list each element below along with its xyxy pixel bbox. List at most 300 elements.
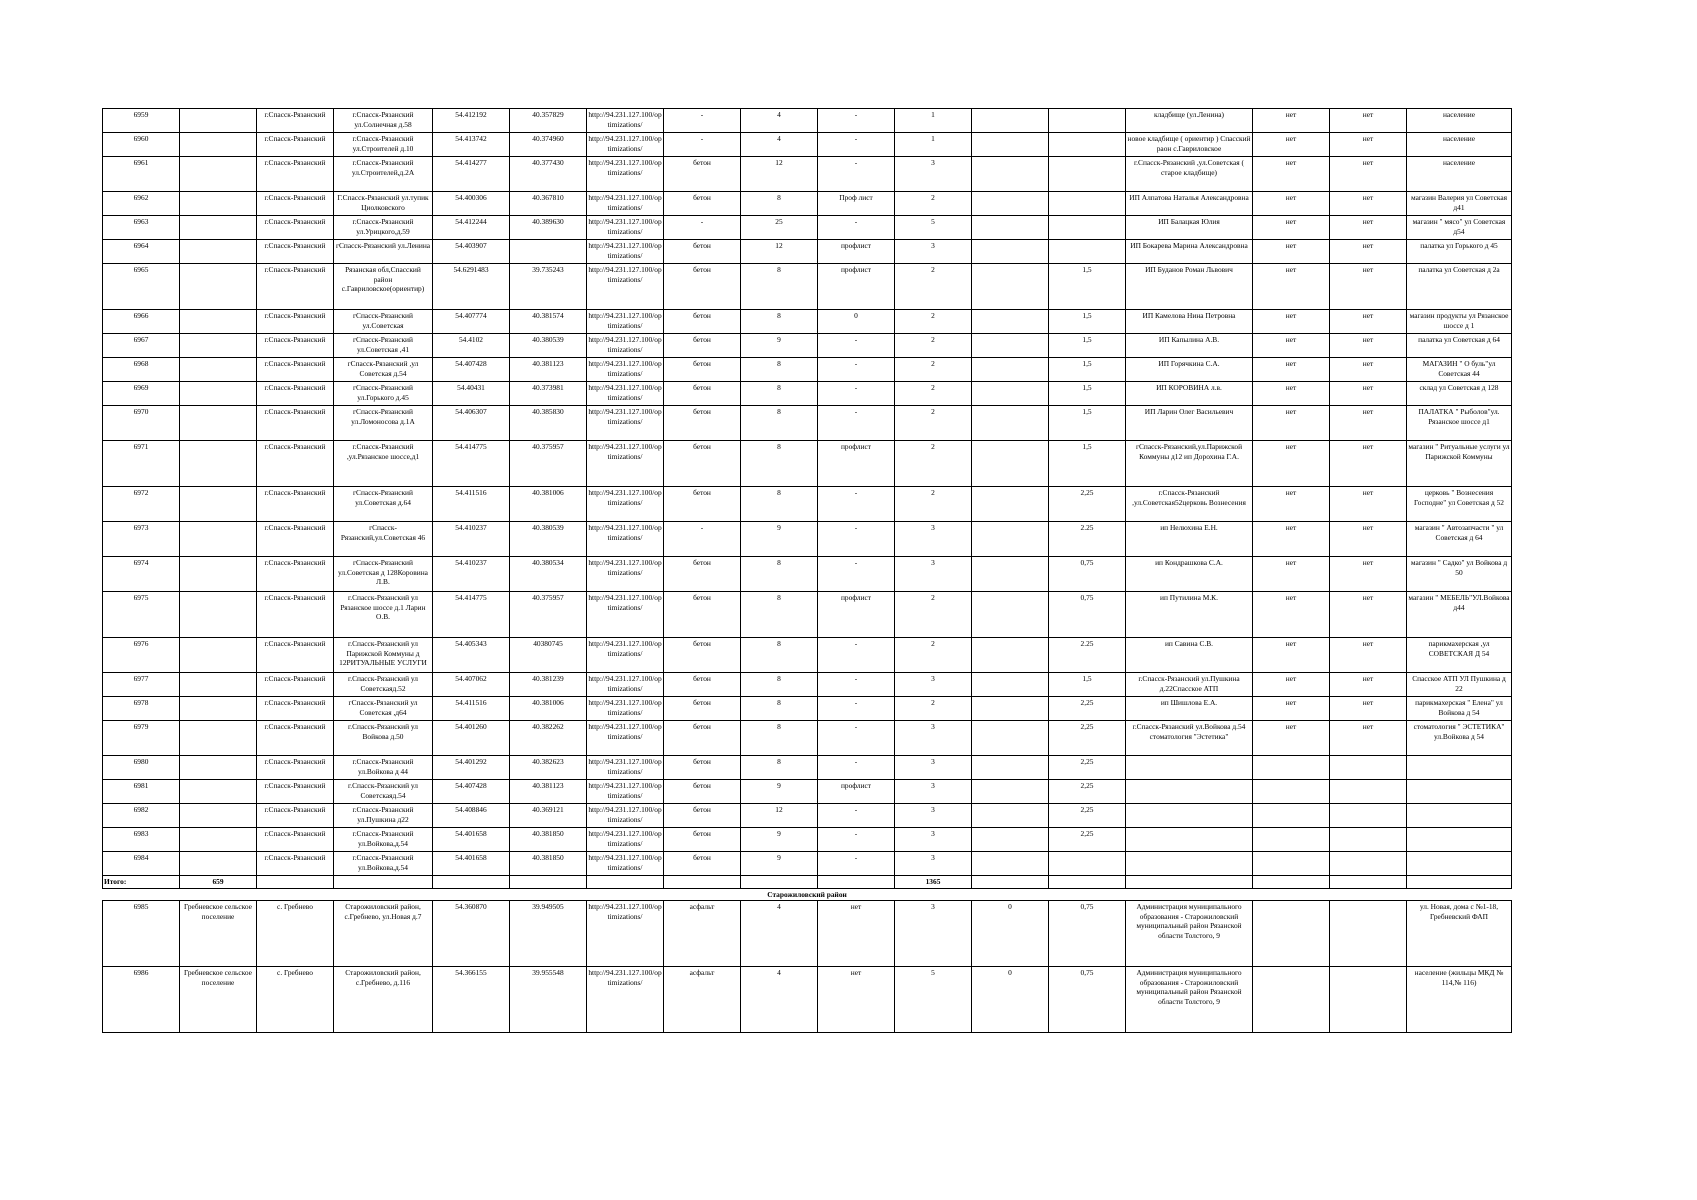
cell-c4: г.Спасск-Рязанский ул.Войкова,д.54	[334, 852, 433, 876]
cell-c15: нет	[1253, 721, 1330, 756]
cell-c3: г.Спасск-Рязанский	[257, 721, 334, 756]
cell-c7: http://94.231.127.100/optimizations/	[587, 592, 664, 638]
total-label: Итого:	[103, 876, 180, 889]
cell-c14: ИП Горячкина С.А.	[1126, 358, 1253, 382]
cell-c3: г.Спасск-Рязанский	[257, 673, 334, 697]
cell-c3: г.Спасск-Рязанский	[257, 240, 334, 264]
registry-table	[102, 108, 1512, 1033]
cell-c13	[1049, 240, 1126, 264]
cell-c14: г.Спасск-Рязанский ,ул.Советская ( старое кладбище)	[1126, 157, 1253, 192]
cell-c7: http://94.231.127.100/optimizations/	[587, 804, 664, 828]
cell-c11: 2	[895, 487, 972, 522]
cell-c1: 6982	[103, 804, 180, 828]
cell-c2	[180, 697, 257, 721]
cell-c8: бетон	[664, 780, 741, 804]
table-row	[103, 382, 1512, 406]
cell-c13: 0,75	[1049, 901, 1126, 967]
cell-c15: нет	[1253, 522, 1330, 557]
table-row	[103, 487, 1512, 522]
cell-c11: 3	[895, 828, 972, 852]
cell-c9: 4	[741, 967, 818, 1033]
cell-c1: 6974	[103, 557, 180, 592]
cell-c13: 1,5	[1049, 382, 1126, 406]
cell-c15	[1253, 901, 1330, 967]
cell-c8: бетон	[664, 557, 741, 592]
cell-c17: магазин " мясо" ул Советская д54	[1407, 216, 1512, 240]
total-empty-cell	[818, 876, 895, 889]
cell-c6: 40.381123	[510, 358, 587, 382]
cell-c3: г.Спасск-Рязанский	[257, 406, 334, 441]
cell-c11: 3	[895, 522, 972, 557]
total-empty-cell	[972, 876, 1049, 889]
cell-c1: 6972	[103, 487, 180, 522]
cell-c5: 54.407428	[433, 780, 510, 804]
cell-c13: 2.25	[1049, 638, 1126, 673]
cell-c3: г.Спасск-Рязанский	[257, 192, 334, 216]
cell-c11: 3	[895, 557, 972, 592]
cell-c8: бетон	[664, 828, 741, 852]
cell-c10: Проф лист	[818, 192, 895, 216]
cell-c9: 12	[741, 804, 818, 828]
cell-c12	[972, 852, 1049, 876]
total-empty-cell	[1330, 876, 1407, 889]
cell-c10: -	[818, 804, 895, 828]
cell-c4: гСпасск-Рязанский ул.Советская д.64	[334, 487, 433, 522]
total-empty-cell	[1253, 876, 1330, 889]
cell-c16: нет	[1330, 334, 1407, 358]
cell-c9: 4	[741, 901, 818, 967]
cell-c10: -	[818, 109, 895, 133]
cell-c7: http://94.231.127.100/optimizations/	[587, 638, 664, 673]
cell-c4: Г.Спасск-Рязанский ул.тупик Циолковского	[334, 192, 433, 216]
cell-c9: 8	[741, 673, 818, 697]
cell-c2	[180, 592, 257, 638]
cell-c6: 40.382262	[510, 721, 587, 756]
cell-c15	[1253, 852, 1330, 876]
cell-c8: бетон	[664, 638, 741, 673]
cell-c2	[180, 133, 257, 157]
cell-c8: -	[664, 109, 741, 133]
cell-c7: http://94.231.127.100/optimizations/	[587, 967, 664, 1033]
cell-c6: 40.369121	[510, 804, 587, 828]
cell-c7: http://94.231.127.100/optimizations/	[587, 264, 664, 310]
cell-c9: 9	[741, 522, 818, 557]
cell-c1: 6959	[103, 109, 180, 133]
cell-c2	[180, 487, 257, 522]
cell-c7: http://94.231.127.100/optimizations/	[587, 721, 664, 756]
cell-c11: 3	[895, 780, 972, 804]
cell-c7: http://94.231.127.100/optimizations/	[587, 697, 664, 721]
cell-c16	[1330, 804, 1407, 828]
table-row	[103, 852, 1512, 876]
cell-c14: кладбище (ул.Ленина)	[1126, 109, 1253, 133]
table-row	[103, 697, 1512, 721]
cell-c10: -	[818, 216, 895, 240]
cell-c16: нет	[1330, 638, 1407, 673]
cell-c10: -	[818, 852, 895, 876]
cell-c9: 8	[741, 310, 818, 334]
cell-c2	[180, 192, 257, 216]
cell-c7: http://94.231.127.100/optimizations/	[587, 157, 664, 192]
cell-c14: ИП Бокарева Марина Александровна	[1126, 240, 1253, 264]
cell-c16	[1330, 852, 1407, 876]
cell-c5: 54.414775	[433, 592, 510, 638]
cell-c16	[1330, 780, 1407, 804]
cell-c9: 8	[741, 592, 818, 638]
cell-c4: гСпасск-Рязанский ,ул Советская д.54	[334, 358, 433, 382]
cell-c15	[1253, 780, 1330, 804]
cell-c12	[972, 157, 1049, 192]
cell-c1: 6975	[103, 592, 180, 638]
cell-c1: 6971	[103, 441, 180, 487]
cell-c14	[1126, 756, 1253, 780]
cell-c14: ИП Алпатова Наталья Александровна	[1126, 192, 1253, 216]
cell-c4: г.Спасск-Рязанский ул.Солнечная д.58	[334, 109, 433, 133]
cell-c8: -	[664, 216, 741, 240]
cell-c10: -	[818, 756, 895, 780]
cell-c3: г.Спасск-Рязанский	[257, 334, 334, 358]
cell-c17: магазин " Садко" ул Войкова д 50	[1407, 557, 1512, 592]
cell-c11: 5	[895, 216, 972, 240]
cell-c2	[180, 334, 257, 358]
cell-c4: гСпасск-Рязанский ул.Ломоносова д.1А	[334, 406, 433, 441]
cell-c2: Гребневское сельское поселение	[180, 967, 257, 1033]
cell-c17: палатка ул Советская д 2а	[1407, 264, 1512, 310]
cell-c15: нет	[1253, 487, 1330, 522]
cell-c8: асфальт	[664, 967, 741, 1033]
cell-c14	[1126, 780, 1253, 804]
cell-c3: г.Спасск-Рязанский	[257, 441, 334, 487]
cell-c15: нет	[1253, 192, 1330, 216]
total-empty-cell	[1126, 876, 1253, 889]
cell-c10: -	[818, 673, 895, 697]
cell-c11: 3	[895, 804, 972, 828]
cell-c5: 54.401260	[433, 721, 510, 756]
cell-c11: 3	[895, 673, 972, 697]
cell-c11: 2	[895, 310, 972, 334]
cell-c15: нет	[1253, 109, 1330, 133]
cell-c8: бетон	[664, 382, 741, 406]
cell-c17: магазин Валерия ул Советская д41	[1407, 192, 1512, 216]
table-row	[103, 592, 1512, 638]
cell-c12	[972, 522, 1049, 557]
cell-c11: 2	[895, 697, 972, 721]
cell-c9: 8	[741, 406, 818, 441]
cell-c11: 2	[895, 192, 972, 216]
cell-c4: г.Спасск-Рязанский ул.Строителей,д.2А	[334, 157, 433, 192]
cell-c1: 6970	[103, 406, 180, 441]
cell-c11: 3	[895, 240, 972, 264]
cell-c2	[180, 216, 257, 240]
cell-c15: нет	[1253, 557, 1330, 592]
table-row	[103, 967, 1512, 1033]
cell-c9: 8	[741, 441, 818, 487]
cell-c16: нет	[1330, 522, 1407, 557]
cell-c6: 39.735243	[510, 264, 587, 310]
cell-c17	[1407, 756, 1512, 780]
cell-c4: Рязанская обл,Спасский район с.Гавриловское(ориентир)	[334, 264, 433, 310]
cell-c3: г.Спасск-Рязанский	[257, 697, 334, 721]
cell-c14: новое кладбище ( ориентир ) Спасский раон с.Гавриловское	[1126, 133, 1253, 157]
cell-c10: 0	[818, 310, 895, 334]
cell-c3: г.Спасск-Рязанский	[257, 109, 334, 133]
table-row	[103, 673, 1512, 697]
cell-c8: бетон	[664, 697, 741, 721]
cell-c15: нет	[1253, 697, 1330, 721]
cell-c17: население	[1407, 109, 1512, 133]
cell-c2	[180, 780, 257, 804]
cell-c2	[180, 756, 257, 780]
cell-c11: 1	[895, 133, 972, 157]
cell-c2	[180, 557, 257, 592]
cell-c5: 54.401658	[433, 852, 510, 876]
table-row	[103, 721, 1512, 756]
cell-c5: 54.410237	[433, 557, 510, 592]
cell-c6	[510, 240, 587, 264]
total-count: 659	[180, 876, 257, 889]
table-row	[103, 780, 1512, 804]
cell-c10: профлист	[818, 264, 895, 310]
cell-c8: бетон	[664, 264, 741, 310]
cell-c12	[972, 334, 1049, 358]
cell-c12	[972, 828, 1049, 852]
cell-c3: г.Спасск-Рязанский	[257, 487, 334, 522]
cell-c17: стоматология " ЭСТЕТИКА" ул.Войкова д 54	[1407, 721, 1512, 756]
cell-c7: http://94.231.127.100/optimizations/	[587, 192, 664, 216]
cell-c8: бетон	[664, 358, 741, 382]
cell-c16: нет	[1330, 557, 1407, 592]
cell-c8: бетон	[664, 441, 741, 487]
cell-c2	[180, 264, 257, 310]
cell-c8: бетон	[664, 592, 741, 638]
cell-c13: 1,5	[1049, 358, 1126, 382]
cell-c13: 2,25	[1049, 721, 1126, 756]
cell-c12: 0	[972, 967, 1049, 1033]
cell-c17: склад ул Советская д 128	[1407, 382, 1512, 406]
cell-c1: 6967	[103, 334, 180, 358]
cell-c10: -	[818, 133, 895, 157]
cell-c9: 9	[741, 852, 818, 876]
cell-c17: парикмахерская " Елена" ул Войкова д 54	[1407, 697, 1512, 721]
cell-c15: нет	[1253, 638, 1330, 673]
cell-c6: 40.380534	[510, 557, 587, 592]
cell-c15: нет	[1253, 264, 1330, 310]
cell-c12	[972, 133, 1049, 157]
total-row	[103, 876, 1512, 889]
cell-c3: г.Спасск-Рязанский	[257, 756, 334, 780]
total-sum: 1365	[895, 876, 972, 889]
cell-c1: 6964	[103, 240, 180, 264]
cell-c9: 8	[741, 721, 818, 756]
cell-c7: http://94.231.127.100/optimizations/	[587, 557, 664, 592]
cell-c3: г.Спасск-Рязанский	[257, 522, 334, 557]
cell-c6: 40.389630	[510, 216, 587, 240]
cell-c12	[972, 756, 1049, 780]
cell-c13	[1049, 109, 1126, 133]
cell-c9: 4	[741, 109, 818, 133]
cell-c17: парикмахерская ,ул СОВЕТСКАЯ Д 54	[1407, 638, 1512, 673]
cell-c4: Старожиловский район, с.Гребнево, д.116	[334, 967, 433, 1033]
table-body	[103, 109, 1512, 1033]
cell-c5: 54.411516	[433, 487, 510, 522]
cell-c15	[1253, 804, 1330, 828]
cell-c17	[1407, 780, 1512, 804]
cell-c16	[1330, 756, 1407, 780]
table-row	[103, 192, 1512, 216]
cell-c9: 9	[741, 828, 818, 852]
table-row	[103, 522, 1512, 557]
cell-c1: 6962	[103, 192, 180, 216]
district-row	[103, 889, 1512, 901]
cell-c9: 8	[741, 487, 818, 522]
total-empty-cell	[587, 876, 664, 889]
table-row	[103, 240, 1512, 264]
cell-c13: 0,75	[1049, 592, 1126, 638]
cell-c13: 2.25	[1049, 522, 1126, 557]
table-row	[103, 441, 1512, 487]
cell-c2	[180, 522, 257, 557]
cell-c4: г.Спасск-Рязанский ул Советскаяд.54	[334, 780, 433, 804]
cell-c11: 2	[895, 441, 972, 487]
cell-c13	[1049, 192, 1126, 216]
cell-c16: нет	[1330, 157, 1407, 192]
cell-c6: 40.381006	[510, 697, 587, 721]
cell-c7: http://94.231.127.100/optimizations/	[587, 756, 664, 780]
cell-c7: http://94.231.127.100/optimizations/	[587, 310, 664, 334]
cell-c11: 5	[895, 967, 972, 1033]
cell-c9: 9	[741, 780, 818, 804]
cell-c4: г.Спасск-Рязанский ул.Войкова,д.54	[334, 828, 433, 852]
cell-c5: 54.401292	[433, 756, 510, 780]
cell-c9: 8	[741, 382, 818, 406]
cell-c5: 54.403907	[433, 240, 510, 264]
cell-c3: г.Спасск-Рязанский	[257, 780, 334, 804]
cell-c4: гСпасск-Рязанский ул.Советская	[334, 310, 433, 334]
cell-c10: профлист	[818, 441, 895, 487]
cell-c12	[972, 592, 1049, 638]
cell-c6: 40.374960	[510, 133, 587, 157]
cell-c8: бетон	[664, 406, 741, 441]
cell-c12	[972, 487, 1049, 522]
cell-c15: нет	[1253, 592, 1330, 638]
cell-c3: г.Спасск-Рязанский	[257, 264, 334, 310]
cell-c13: 1,5	[1049, 441, 1126, 487]
cell-c6: 40.380539	[510, 522, 587, 557]
total-empty-cell	[257, 876, 334, 889]
cell-c11: 2	[895, 382, 972, 406]
cell-c5: 54.407062	[433, 673, 510, 697]
cell-c17: население (жильцы МКД № 114,№ 116)	[1407, 967, 1512, 1033]
cell-c16	[1330, 901, 1407, 967]
cell-c5: 54.400306	[433, 192, 510, 216]
cell-c1: 6969	[103, 382, 180, 406]
cell-c14: гСпасск-Рязанский,ул.Парижской Коммуны д12 ип Дорохина Г.А.	[1126, 441, 1253, 487]
total-empty-cell	[741, 876, 818, 889]
cell-c14: ип Савина С.В.	[1126, 638, 1253, 673]
table-row	[103, 264, 1512, 310]
cell-c6: 40.375957	[510, 592, 587, 638]
table-row	[103, 334, 1512, 358]
cell-c14: Администрация муниципального образования - Старожиловский муниципальный район Рязанской области Толстого, 9	[1126, 901, 1253, 967]
cell-c6: 39.955548	[510, 967, 587, 1033]
cell-c16: нет	[1330, 382, 1407, 406]
cell-c7: http://94.231.127.100/optimizations/	[587, 522, 664, 557]
cell-c5: 54.411516	[433, 697, 510, 721]
cell-c17: церковь " Вознесения Господне" ул Советская д 52	[1407, 487, 1512, 522]
cell-c7: http://94.231.127.100/optimizations/	[587, 133, 664, 157]
cell-c5: 54.414775	[433, 441, 510, 487]
cell-c5: 54.360870	[433, 901, 510, 967]
cell-c1: 6983	[103, 828, 180, 852]
cell-c8: бетон	[664, 673, 741, 697]
cell-c6: 40.367810	[510, 192, 587, 216]
cell-c16: нет	[1330, 441, 1407, 487]
cell-c2	[180, 358, 257, 382]
cell-c6: 40.375957	[510, 441, 587, 487]
cell-c12	[972, 441, 1049, 487]
cell-c16: нет	[1330, 310, 1407, 334]
cell-c6: 40.380539	[510, 334, 587, 358]
cell-c6: 40380745	[510, 638, 587, 673]
cell-c6: 40.381239	[510, 673, 587, 697]
cell-c8: бетон	[664, 721, 741, 756]
cell-c12	[972, 557, 1049, 592]
cell-c12	[972, 310, 1049, 334]
cell-c2: Гребневское сельское поселение	[180, 901, 257, 967]
total-empty-cell	[1049, 876, 1126, 889]
table-row	[103, 638, 1512, 673]
cell-c17: магазин " МЕБЕЛЬ"УЛ.Войкова д44	[1407, 592, 1512, 638]
cell-c17	[1407, 828, 1512, 852]
cell-c12	[972, 358, 1049, 382]
cell-c6: 40.357829	[510, 109, 587, 133]
cell-c7: http://94.231.127.100/optimizations/	[587, 852, 664, 876]
cell-c8: асфальт	[664, 901, 741, 967]
cell-c10: -	[818, 828, 895, 852]
cell-c4: гСпасск-Рязанский ул.Советская ,41	[334, 334, 433, 358]
cell-c14	[1126, 828, 1253, 852]
cell-c9: 25	[741, 216, 818, 240]
cell-c14: ИП Балацкая Юлия	[1126, 216, 1253, 240]
cell-c11: 2	[895, 334, 972, 358]
cell-c7: http://94.231.127.100/optimizations/	[587, 109, 664, 133]
cell-c15: нет	[1253, 240, 1330, 264]
cell-c4: г.Спасск-Рязанский ул.Войкова д 44	[334, 756, 433, 780]
table-row	[103, 406, 1512, 441]
cell-c4: Старожиловский район, с.Гребнево, ул.Новая д.7	[334, 901, 433, 967]
cell-c15: нет	[1253, 673, 1330, 697]
cell-c5: 54.366155	[433, 967, 510, 1033]
cell-c17: МАГАЗИН " О буль"ул Советская 44	[1407, 358, 1512, 382]
cell-c14: ИП Буданов Роман Львович	[1126, 264, 1253, 310]
cell-c1: 6961	[103, 157, 180, 192]
cell-c5: 54.408846	[433, 804, 510, 828]
cell-c16: нет	[1330, 358, 1407, 382]
cell-c10: -	[818, 721, 895, 756]
cell-c11: 2	[895, 638, 972, 673]
cell-c13: 2,25	[1049, 756, 1126, 780]
table-row	[103, 109, 1512, 133]
cell-c13	[1049, 157, 1126, 192]
cell-c1: 6963	[103, 216, 180, 240]
cell-c6: 40.381850	[510, 852, 587, 876]
cell-c4: гСпасск-Рязанский,ул.Советская 46	[334, 522, 433, 557]
cell-c14: Администрация муниципального образования - Старожиловский муниципальный район Рязанской области Толстого, 9	[1126, 967, 1253, 1033]
cell-c5: 54.4102	[433, 334, 510, 358]
cell-c7: http://94.231.127.100/optimizations/	[587, 441, 664, 487]
cell-c9: 8	[741, 557, 818, 592]
cell-c1: 6978	[103, 697, 180, 721]
